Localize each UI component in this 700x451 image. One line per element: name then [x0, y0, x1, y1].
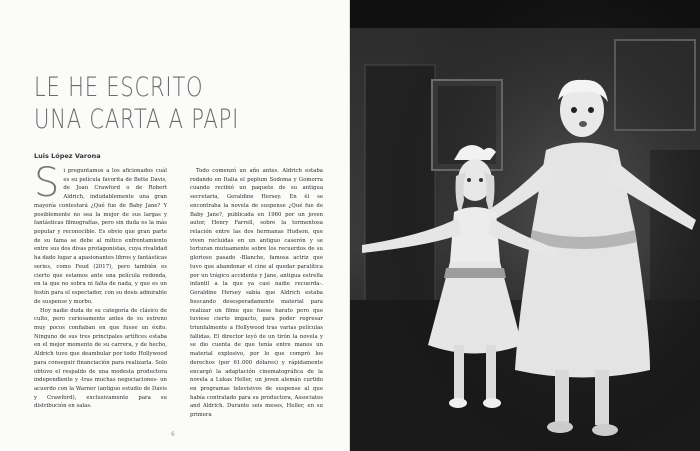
text-column-left — [34, 160, 167, 411]
title-line-1: LE HE ESCRITO — [34, 72, 204, 103]
text-column-right — [190, 167, 323, 420]
article-title — [34, 72, 239, 136]
drop-cap: S — [34, 160, 60, 206]
author-byline: Luis López Varona — [34, 152, 101, 160]
paragraph — [34, 160, 167, 307]
paragraph-text: i preguntamos a los aficionados cuál es su película favorita de Bette Davis, de Joan Crawford o de Robert Aldrich, indudablemente una gran mayoría contestará ¿Qué fue de Baby Jane? Y posiblemente no sea la mejor de sus largas y fantásticas filmografías, pero sin duda es la más popular y reconocible. Es obvio que gran parte de su fama se debe al mítico enfrentamiento entre sus dos divas protagonistas, cuya rivalidad ha dado lugar a apasionantes libros y fantásticas series, como Feud (2017), pero también es cierto que estamos ante una película redonda, en la que no sobra ni falta de nada, y que es un festín para el espectador, con su dosis admirable de suspense y morbo. — [34, 168, 167, 305]
photo-illustration — [350, 0, 700, 451]
title-line-2: UNA CARTA A PAPI — [34, 104, 240, 135]
paragraph: Todo comenzó un año antes. Aldrich estaba rodando en Italia el peplum Sodoma y Gomorra cuando recibió un paquete de su antigua secretaria, Geraldine Hersey. En él se encontraba la novela de suspense ¿Qué fue de Baby Jane?, publicada en 1960 por un joven autor, Henry Farrell, sobre la tormentosa relación entre las dos hermanas Hudson, que viven recluidas en un antiguo caserón y se torturan mutuamente sobre los recuerdos de su glorioso pasado -Blanche, famosa actriz que tuvo que abandonar el cine al quedar paralítica por un trágico accidente y Jane, antigua estrella infantil a la que ya casi nadie recuerda-. Geraldine Hersey sabía que Aldrich estaba buscando desesperadamente material para realizar un filme que fuese barato pero que tuviese cierto impacto, para poder regresar triunfalmente a Hollywood tras varias películas fallidas. El director leyó de un tirón la novela y se dio cuenta de que tenía entre manos un material explosivo, por lo que compró los derechos (por 61.000 dólares) y rápidamente encargó la adaptación cinematográfica de la novela a Lukas Heller, un joven alemán curtido en programas televisivos de suspense al que había contratado para su productora, Associates and Aldrich. Durante seis meses, Heller, en su primera — [190, 168, 323, 419]
left-page — [0, 0, 349, 451]
film-still-photo — [350, 0, 700, 451]
page-number: 6 — [171, 431, 175, 438]
paragraph: Hoy nadie duda de su categoría de clásico de culto, pero curiosamente antes de su estreno muy pocos confiaban en que fuese un éxito. Ninguno de sus tres principales artífices estaba en el mejor momento de su carrera, y de hecho, Aldrich tuvo que deambular por todo Hollywood para conseguir financiación para realizarla. Solo obtuvo el respaldo de una modesta productora independiente y -tras muchas negociaciones- un acuerdo con la Warner (antiguo estudio de Davis y Crawford), exclusivamente para su distribución en salas. — [34, 307, 167, 410]
